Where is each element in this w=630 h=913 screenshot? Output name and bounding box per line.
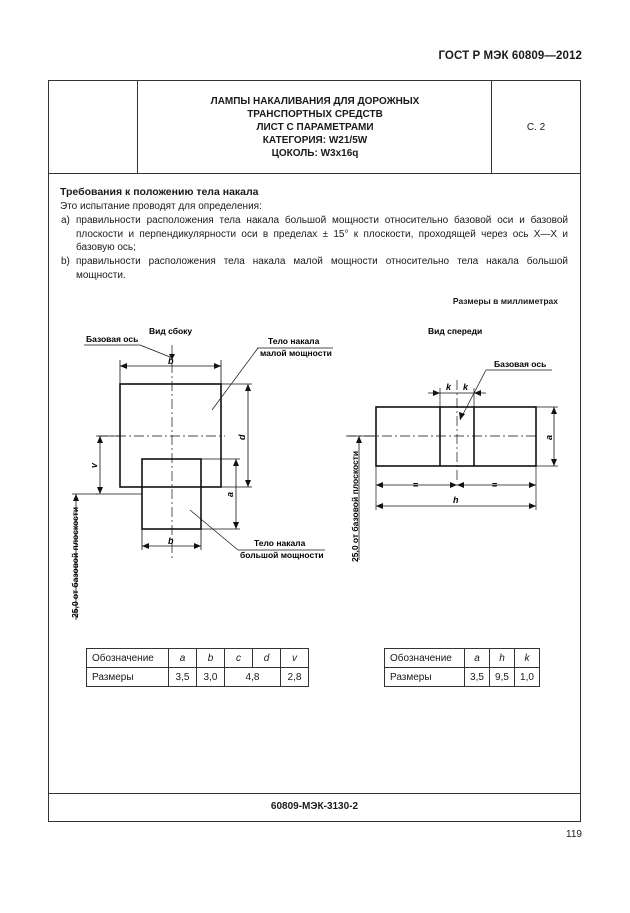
table-cell: b xyxy=(197,649,225,668)
table-row xyxy=(385,649,540,668)
dim-b-top-label: b xyxy=(168,356,174,366)
table-cell: 3,5 xyxy=(465,668,490,687)
eq-label-2: = xyxy=(492,480,498,490)
plane-label-left: 25,0 от базовой плоскости xyxy=(70,506,80,618)
front-axis-leader xyxy=(460,370,486,420)
table-cell: k xyxy=(515,649,540,668)
title-line: ЛИСТ С ПАРАМЕТРАМИ xyxy=(256,122,374,133)
sheet-code: 60809-МЭК-3130-2 xyxy=(270,801,359,812)
table-cell: 2,8 xyxy=(281,668,309,687)
table-cell: h xyxy=(490,649,515,668)
table-row xyxy=(385,668,540,687)
dim-a-label: a xyxy=(225,491,235,497)
table-cell: v xyxy=(281,649,309,668)
dimensions-table-right xyxy=(384,648,540,687)
dim-h-label: h xyxy=(453,495,459,505)
page-number: 119 xyxy=(566,829,582,840)
table-cell: 3,0 xyxy=(197,668,225,687)
dim-a-front-label: a xyxy=(544,434,554,440)
list-marker: b) xyxy=(61,256,70,267)
front-filament-rect xyxy=(376,407,536,466)
dimensions-table-left xyxy=(86,648,309,687)
table-cell: c xyxy=(225,649,253,668)
table-row xyxy=(87,649,309,668)
table-cell: Размеры xyxy=(385,668,465,687)
standard-code: ГОСТ Р МЭК 60809—2012 xyxy=(438,50,582,62)
table-cell: Размеры xyxy=(87,668,169,687)
table-cell: d xyxy=(253,649,281,668)
table-cell: 3,5 xyxy=(169,668,197,687)
list-item-text: правильности расположения тела накала малой мощности относительно тела накала большой мощности. xyxy=(76,256,568,281)
table-cell: 9,5 xyxy=(490,668,515,687)
title-line: ТРАНСПОРТНЫХ СРЕДСТВ xyxy=(247,109,383,120)
dim-b-bottom-label: b xyxy=(168,536,174,546)
table-cell: Обозначение xyxy=(87,649,169,668)
side-view-label: Вид сбоку xyxy=(149,326,193,336)
base-axis-label: Базовая ось xyxy=(86,334,139,344)
plane-label-right: 25,0 от базовой плоскости xyxy=(350,450,360,562)
small-body-label-2: малой мощности xyxy=(260,348,332,358)
table-cell: a xyxy=(465,649,490,668)
table-cell: 4,8 xyxy=(225,668,281,687)
table-cell: a xyxy=(169,649,197,668)
section-intro: Это испытание проводят для определения: xyxy=(60,201,262,212)
table-cell: 1,0 xyxy=(515,668,540,687)
footer-divider xyxy=(48,793,581,794)
table-row xyxy=(87,668,309,687)
small-body-label: Тело накала xyxy=(268,336,320,346)
section-heading: Требования к положению тела накала xyxy=(60,186,259,198)
list-marker: a) xyxy=(61,215,70,226)
eq-label-1: = xyxy=(413,480,419,490)
title-line: КАТЕГОРИЯ: W21/5W xyxy=(262,135,368,146)
dimensions-note: Размеры в миллиметрах xyxy=(452,296,558,306)
large-body-label: Тело накала xyxy=(254,538,306,548)
title-line: ЦОКОЛЬ: W3x16q xyxy=(271,148,359,159)
dim-k-label-1: k xyxy=(446,382,452,392)
sheet-page-label: С. 2 xyxy=(526,122,546,133)
front-base-axis-label: Базовая ось xyxy=(494,359,547,369)
title-line: ЛАМПЫ НАКАЛИВАНИЯ ДЛЯ ДОРОЖНЫХ xyxy=(210,96,420,107)
dim-k-label-2: k xyxy=(463,382,469,392)
list-item-text: правильности расположения тела накала большой мощности относительно базовой оси и базовой плоскости и перпендикулярности оси в пределах ± 15° к плоскости, проходящей через ось X—X и базовую ось; xyxy=(76,215,568,253)
dim-v-label: v xyxy=(89,462,99,468)
dim-d-label: d xyxy=(237,434,247,440)
large-body-label-2: большой мощности xyxy=(240,550,324,560)
table-cell: Обозначение xyxy=(385,649,465,668)
front-view-label: Вид спереди xyxy=(428,326,483,336)
